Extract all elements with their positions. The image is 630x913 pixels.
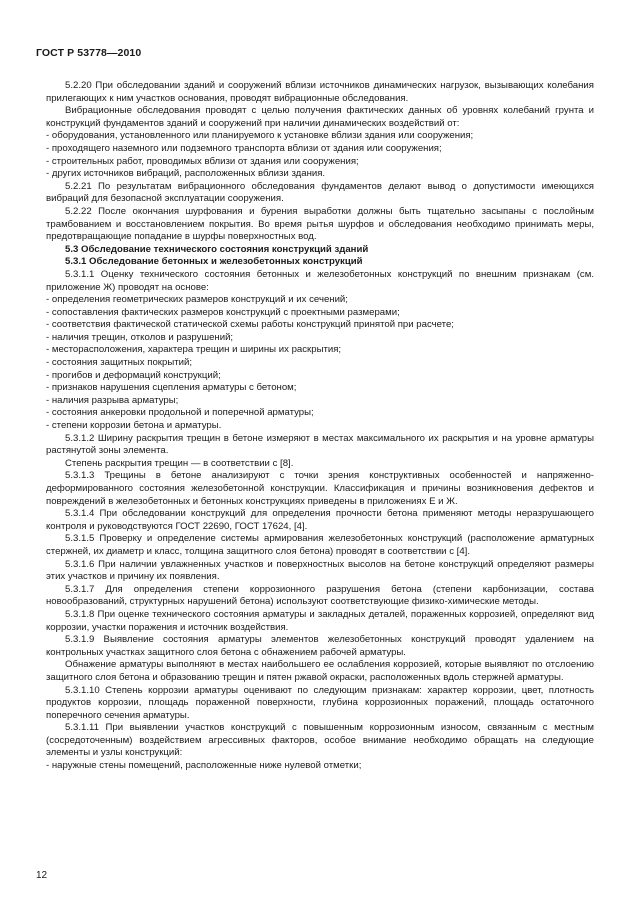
list-item: - наличия разрыва арматуры; <box>46 394 179 406</box>
paragraph: 5.3.1.2 Ширину раскрытия трещин в бетоне измеряют в местах максимального их раскрытия и на уровне арматуры растянутой зоны элемента. <box>46 432 594 457</box>
paragraph: 5.3.1.11 При выявлении участков конструкций с повышенным коррозионным износом, связанным с местным (сосредоточенным) воздействием агрессивных факторов, особое внимание необходимо обращать на следующие элементы и узлы конструкций: <box>46 722 594 759</box>
paragraph: 5.3.1.7 Для определения степени коррозионного разрушения бетона (степени карбонизации, состава новообразований, структурных нарушений бетона) используют соответствующие физико-химические методы. <box>46 583 594 608</box>
list-item: - строительных работ, проводимых вблизи от здания или сооружения; <box>46 155 359 167</box>
paragraph: Обнажение арматуры выполняют в местах наибольшего ее ослабления коррозией, которые выявляют по отслоению защитного слоя бетона и образованию трещин и пятен ржавой окраски, расположенных вдоль стержней арматуры. <box>46 659 594 683</box>
paragraph: 5.2.22 После окончания шурфования и бурения выработки должны быть тщательно засыпаны с послойным трамбованием и восстановлением покрытия. Во время рытья шурфов и обследования необходимо принимать меры, предотвращающие попадание в шурфы поверхностных вод. <box>46 205 594 243</box>
list-item: - наличия трещин, отколов и разрушений; <box>46 331 234 343</box>
list-item: - признаков нарушения сцепления арматуры с бетоном; <box>46 382 297 394</box>
list-item: - соответствия фактической статической схемы работы конструкций принятой при расчете; <box>46 319 454 331</box>
list-item: - других источников вибраций, расположенных вблизи здания. <box>46 168 326 180</box>
list-item: - определения геометрических размеров конструкций и их сечений; <box>46 294 348 306</box>
paragraph: 5.3.1.1 Оценку технического состояния бетонных и железобетонных конструкций по внешним признакам (см. приложение Ж) проводят на основе: <box>46 268 594 293</box>
list-item: - состояния анкеровки продольной и поперечной арматуры; <box>46 407 314 419</box>
paragraph: 5.2.20 При обследовании зданий и сооружений вблизи источников динамических нагрузок, вызывающих колебания прилегающих к ним участков основания, проводят вибрационные обследования. <box>46 80 594 104</box>
document-body <box>46 80 594 773</box>
list-item: - прогибов и деформаций конструкций; <box>46 369 221 381</box>
list-item: - сопоставления фактических размеров конструкций с проектными размерами; <box>46 306 400 318</box>
paragraph: 5.3.1.9 Выявление состояния арматуры элементов железобетонных конструкций проводят удалением на контрольных участках защитного слоя бетона с обнажением рабочей арматуры. <box>46 634 594 658</box>
paragraph: Степень раскрытия трещин — в соответствии с [8]. <box>65 457 294 469</box>
paragraph: Вибрационные обследования проводят с целью получения фактических данных об уровнях колебаний грунта и конструкций фундаментов зданий и сооружений при наличии динамических воздействий от: <box>46 105 594 129</box>
section-heading: 5.3.1 Обследование бетонных и железобетонных конструкций <box>65 256 363 268</box>
paragraph: 5.3.1.4 При обследовании конструкций для определения прочности бетона применяют методы неразрушающего контроля и руководствуются ГОСТ 22690, ГОСТ 17624, [4]. <box>46 508 594 532</box>
list-item: - состояния защитных покрытий; <box>46 357 193 369</box>
list-item: - оборудования, установленного или планируемого к установке вблизи здания или сооружения; <box>46 130 474 142</box>
paragraph: 5.3.1.5 Проверку и определение системы армирования железобетонных конструкций (расположение арматурных стержней, их диаметр и класс, толщина защитного слоя бетона) проводят в соответствии с [4]. <box>46 533 594 557</box>
list-item: - месторасположения, характера трещин и ширины их раскрытия; <box>46 344 342 356</box>
paragraph: 5.2.21 По результатам вибрационного обследования фундаментов делают вывод о допустимости имеющихся вибраций для безопасной эксплуатации сооружения. <box>46 180 594 205</box>
list-item: - проходящего наземного или подземного транспорта вблизи от здания или сооружения; <box>46 142 442 154</box>
paragraph: 5.3.1.3 Трещины в бетоне анализируют с точки зрения конструктивных особенностей и напряженно-деформированного состояния железобетонной конструкции. Классификация и причины возникновения дефектов и повреждений в железобетонных и бетонных конструкциях приведены в приложениях Е и Ж. <box>46 470 594 507</box>
paragraph: 5.3.1.10 Степень коррозии арматуры оценивают по следующим признакам: характер коррозии, цвет, плотность продуктов коррозии, площадь пораженной поверхности, глубина коррозионных поражений, площадь остаточного поперечного сечения арматуры. <box>46 684 594 721</box>
paragraph: 5.3.1.8 При оценке технического состояния арматуры и закладных деталей, пораженных коррозией, определяют вид коррозии, участки поражения и источник воздействия. <box>46 608 594 633</box>
section-heading: 5.3 Обследование технического состояния конструкций зданий <box>65 243 369 255</box>
document-header: ГОСТ Р 53778—2010 <box>36 47 142 59</box>
paragraph: 5.3.1.6 При наличии увлажненных участков и поверхностных высолов на бетоне конструкций определяют размеры этих участков и причину их появления. <box>46 558 594 583</box>
list-item: - наружные стены помещений, расположенные ниже нулевой отметки; <box>46 760 362 772</box>
page-number: 12 <box>36 870 48 881</box>
list-item: - степени коррозии бетона и арматуры. <box>46 420 222 432</box>
